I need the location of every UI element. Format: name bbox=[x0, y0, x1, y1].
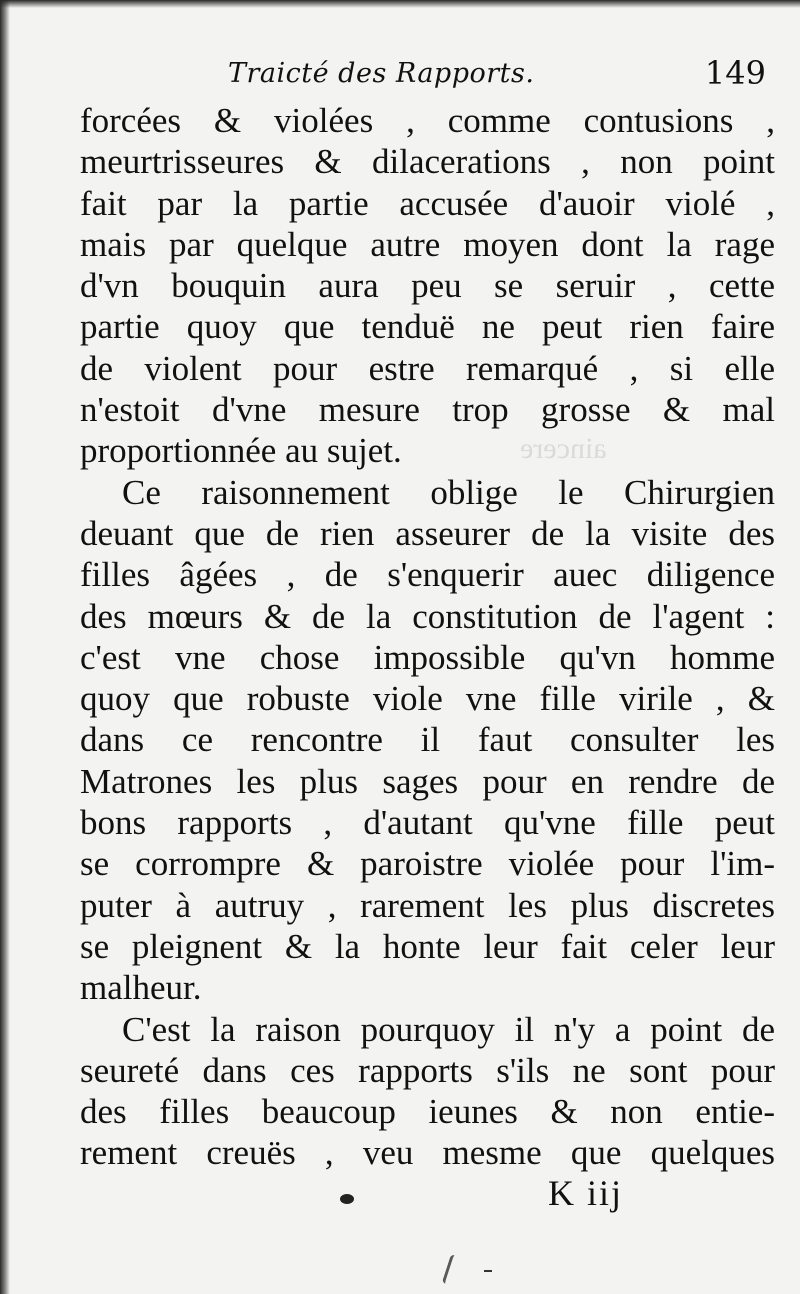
text-line: de violent pour estre remarqué , si elle bbox=[80, 348, 775, 388]
text-line: se pleignent & la honte leur fait celer leur bbox=[80, 926, 775, 966]
text-line: partie quoy que tenduë ne peut rien faire bbox=[80, 307, 775, 347]
text-line: n'estoit d'vne mesure trop grosse & mal bbox=[80, 390, 775, 430]
text-line: deuant que de rien asseurer de la visite des bbox=[80, 513, 775, 553]
text-line: c'est vne chose impossible qu'vn homme bbox=[80, 637, 775, 677]
text-line: quoy que robuste viole vne fille virile , & bbox=[80, 679, 775, 719]
bleed-through-text: aincere bbox=[520, 432, 607, 465]
text-line: mais par quelque autre moyen dont la rage bbox=[80, 224, 775, 264]
page-header bbox=[78, 52, 768, 96]
ink-mark bbox=[340, 1194, 354, 1204]
running-title: Traicté des Rapports. bbox=[228, 58, 535, 89]
text-line: filles âgées , de s'enquerir auec diligence bbox=[80, 555, 775, 595]
paragraph-2 bbox=[80, 472, 775, 1009]
text-line: forcées & violées , comme contusions , bbox=[80, 101, 775, 140]
text-line: seureté dans ces rapports s'ils ne sont pour bbox=[80, 1050, 775, 1090]
text-line: meurtrisseures & dilacerations , non point bbox=[80, 142, 775, 182]
text-line: proportionnée au sujet. bbox=[80, 431, 402, 471]
paragraph-3 bbox=[80, 1009, 775, 1174]
text-line: des mœurs & de la constitution de l'agent : bbox=[80, 596, 775, 636]
text-line: fait par la partie accusée d'auoir violé , bbox=[80, 183, 775, 223]
text-line: Matrones les plus sages pour en rendre de bbox=[80, 761, 775, 801]
text-line: bons rapports , d'autant qu'vne fille peut bbox=[80, 803, 775, 843]
text-line: d'vn bouquin aura peu se seruir , cette bbox=[80, 266, 775, 306]
text-line: puter à autruy , rarement les plus discretes bbox=[80, 885, 775, 925]
text-line: Ce raisonnement oblige le Chirurgien bbox=[122, 472, 775, 512]
text-line: se corrompre & paroistre violée pour l'im- bbox=[80, 844, 775, 884]
paragraph-1 bbox=[80, 100, 775, 472]
ink-tick bbox=[484, 1270, 492, 1272]
text-line: rement creuës , veu mesme que quelques bbox=[80, 1133, 775, 1173]
text-line: dans ce rencontre il faut consulter les bbox=[80, 720, 775, 760]
page-number: 149 bbox=[704, 54, 766, 92]
body-text bbox=[80, 100, 775, 1174]
text-line: C'est la raison pourquoy il n'y a point de bbox=[122, 1009, 775, 1049]
text-line: malheur. bbox=[80, 968, 202, 1008]
signature-mark: K iij bbox=[548, 1173, 624, 1213]
ink-mark-bottom bbox=[442, 1254, 467, 1288]
text-line: des filles beaucoup ieunes & non entie- bbox=[80, 1092, 775, 1132]
